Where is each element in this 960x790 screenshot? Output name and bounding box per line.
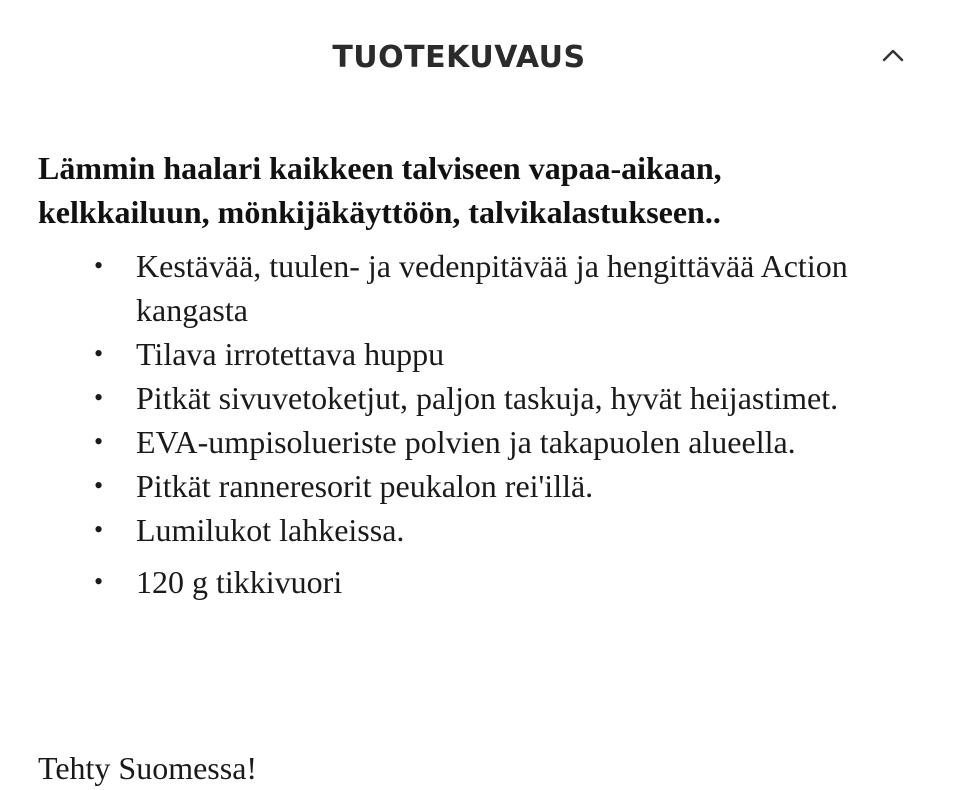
feature-item <box>38 420 928 464</box>
accordion-title: TUOTEKUVAUS <box>332 40 586 75</box>
feature-item <box>38 376 928 420</box>
feature-text: Lumilukot lahkeissa. <box>136 512 405 548</box>
feature-text: 120 g tikkivuori <box>136 564 343 600</box>
bullet-icon: • <box>94 427 104 456</box>
feature-text: Tilava irrotettava huppu <box>136 336 445 372</box>
bullet-icon: • <box>94 567 104 596</box>
feature-item <box>38 244 928 332</box>
description-lead <box>38 146 928 234</box>
feature-item <box>38 464 928 508</box>
lead-line-2: kelkkailuun, mönkijäkäyttöön, talvikalastukseen.. <box>38 194 721 230</box>
feature-text: Kestävää, tuulen- ja vedenpitävää ja hengittävää Action kangasta <box>136 248 848 328</box>
bullet-icon: • <box>94 471 104 500</box>
feature-item <box>38 332 928 376</box>
made-in-finland-note: Tehty Suomessa! <box>38 750 258 786</box>
feature-text: Pitkät ranneresorit peukalon rei'illä. <box>136 468 594 504</box>
product-description-body <box>38 146 928 604</box>
feature-text: Pitkät sivuvetoketjut, paljon taskuja, hyvät heijastimet. <box>136 380 839 416</box>
bullet-icon: • <box>94 339 104 368</box>
feature-item <box>38 508 928 552</box>
bullet-icon: • <box>94 383 104 412</box>
bullet-icon: • <box>94 251 104 280</box>
feature-text: EVA-umpisolueriste polvien ja takapuolen alueella. <box>136 424 796 460</box>
chevron-up-icon[interactable] <box>880 46 906 66</box>
feature-list <box>38 244 928 604</box>
lead-line-1: Lämmin haalari kaikkeen talviseen vapaa-aikaan, <box>38 150 722 186</box>
bullet-icon: • <box>94 515 104 544</box>
feature-item <box>38 560 928 604</box>
product-description-accordion-header[interactable] <box>0 0 960 125</box>
